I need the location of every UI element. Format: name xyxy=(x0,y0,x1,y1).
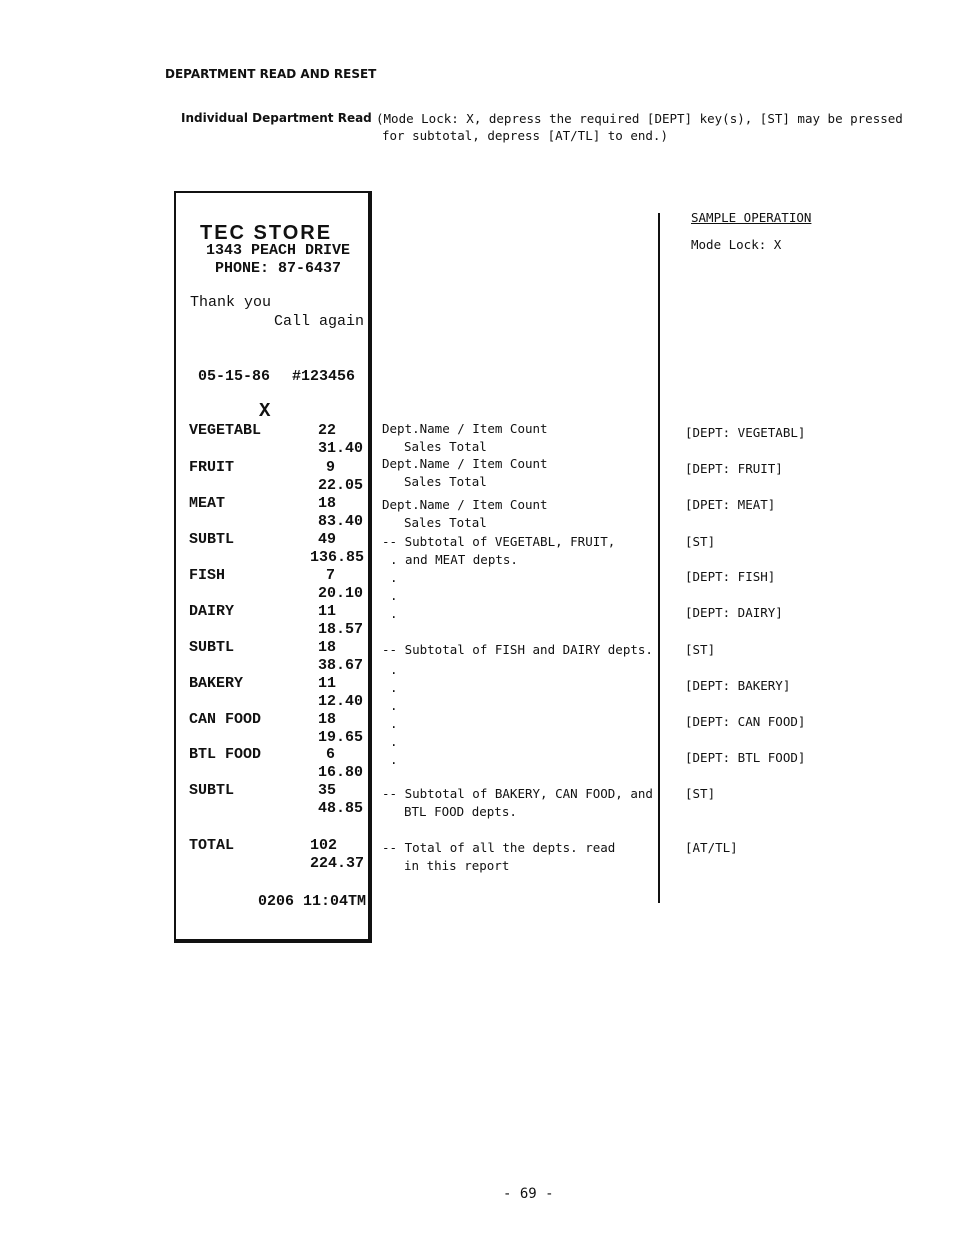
store-name: TEC STORE xyxy=(200,222,333,244)
row-total: 22.05 xyxy=(318,477,364,494)
section-title: DEPARTMENT READ AND RESET xyxy=(165,67,377,81)
row-total: 18.57 xyxy=(318,621,364,638)
row-count: 18 xyxy=(318,495,337,512)
row-name: BAKERY xyxy=(189,675,244,692)
call-again-text: Call again xyxy=(274,313,365,330)
note-dept-name: Dept.Name / Item Count xyxy=(382,456,548,471)
key-step: [DEPT: VEGETABL] xyxy=(685,425,806,440)
note-dept-name: Dept.Name / Item Count xyxy=(382,497,548,512)
note-dot: . xyxy=(390,698,398,713)
intro-line-1: (Mode Lock: X, depress the required [DEPT] key(s), [ST] may be pressed xyxy=(376,111,903,126)
key-step: [ST] xyxy=(685,786,716,801)
note-total-cont: in this report xyxy=(404,858,510,873)
row-count: 11 xyxy=(318,675,337,692)
total-amount: 224.37 xyxy=(310,855,365,872)
row-count: 49 xyxy=(318,531,337,548)
note-dot: . xyxy=(390,734,398,749)
sample-operation-title: SAMPLE OPERATION xyxy=(691,210,812,225)
row-name: DAIRY xyxy=(189,603,235,620)
row-name: FISH xyxy=(189,567,226,584)
row-total: 31.40 xyxy=(318,440,364,457)
row-count: 6 xyxy=(326,746,336,763)
row-total: 38.67 xyxy=(318,657,364,674)
note-sales-total: Sales Total xyxy=(404,474,487,489)
note-dot: . xyxy=(390,716,398,731)
row-total: 19.65 xyxy=(318,729,364,746)
thank-you-text: Thank you xyxy=(190,294,272,311)
intro-label: Individual Department Read xyxy=(181,111,372,125)
page-number: - 69 - xyxy=(503,1186,554,1202)
key-step: [DEPT: FISH] xyxy=(685,569,776,584)
row-count: 18 xyxy=(318,639,337,656)
row-name: MEAT xyxy=(189,495,226,512)
note-dot: . xyxy=(390,752,398,767)
mode-mark: X xyxy=(259,400,271,422)
note-dot: . xyxy=(390,680,398,695)
key-step: [ST] xyxy=(685,642,716,657)
key-step: [DEPT: DAIRY] xyxy=(685,605,783,620)
receipt-footer: 0206 11:04TM xyxy=(258,893,367,910)
row-total: 83.40 xyxy=(318,513,364,530)
key-step: [DEPT: BTL FOOD] xyxy=(685,750,806,765)
row-name: FRUIT xyxy=(189,459,235,476)
key-step: [ST] xyxy=(685,534,716,549)
intro-line-2: for subtotal, depress [AT/TL] to end.) xyxy=(382,128,668,143)
total-count: 102 xyxy=(310,837,338,854)
row-name: BTL FOOD xyxy=(189,746,262,763)
store-phone: PHONE: 87-6437 xyxy=(215,260,342,277)
column-divider xyxy=(658,213,660,903)
note-subtotal-1-cont: . and MEAT depts. xyxy=(390,552,518,567)
note-dot: . xyxy=(390,606,398,621)
row-total: 20.10 xyxy=(318,585,364,602)
total-name: TOTAL xyxy=(189,837,235,854)
row-name: SUBTL xyxy=(189,531,235,548)
note-subtotal-3: -- Subtotal of BAKERY, CAN FOOD, and xyxy=(382,786,653,801)
receipt-date: 05-15-86 xyxy=(198,368,271,385)
row-count: 35 xyxy=(318,782,337,799)
row-count: 9 xyxy=(326,459,336,476)
note-subtotal-2: -- Subtotal of FISH and DAIRY depts. xyxy=(382,642,653,657)
receipt-number: #123456 xyxy=(292,368,356,385)
row-name: CAN FOOD xyxy=(189,711,262,728)
row-name: SUBTL xyxy=(189,782,235,799)
note-sales-total: Sales Total xyxy=(404,439,487,454)
note-dept-name: Dept.Name / Item Count xyxy=(382,421,548,436)
row-count: 18 xyxy=(318,711,337,728)
note-dot: . xyxy=(390,588,398,603)
note-subtotal-3-cont: BTL FOOD depts. xyxy=(404,804,517,819)
row-total: 12.40 xyxy=(318,693,364,710)
key-step: [AT/TL] xyxy=(685,840,738,855)
note-total: -- Total of all the depts. read xyxy=(382,840,616,855)
key-step: [DPET: MEAT] xyxy=(685,497,776,512)
row-count: 11 xyxy=(318,603,337,620)
row-count: 22 xyxy=(318,422,337,439)
key-step: [DEPT: BAKERY] xyxy=(685,678,791,693)
row-name: VEGETABL xyxy=(189,422,262,439)
note-dot: . xyxy=(390,662,398,677)
row-total: 16.80 xyxy=(318,764,364,781)
row-total: 48.85 xyxy=(318,800,364,817)
note-sales-total: Sales Total xyxy=(404,515,487,530)
key-step: [DEPT: FRUIT] xyxy=(685,461,783,476)
row-name: SUBTL xyxy=(189,639,235,656)
mode-lock-text: Mode Lock: X xyxy=(691,237,782,252)
note-subtotal-1: -- Subtotal of VEGETABL, FRUIT, xyxy=(382,534,616,549)
note-dot: . xyxy=(390,570,398,585)
row-count: 7 xyxy=(326,567,336,584)
row-total: 136.85 xyxy=(310,549,365,566)
store-address: 1343 PEACH DRIVE xyxy=(206,242,351,259)
key-step: [DEPT: CAN FOOD] xyxy=(685,714,806,729)
